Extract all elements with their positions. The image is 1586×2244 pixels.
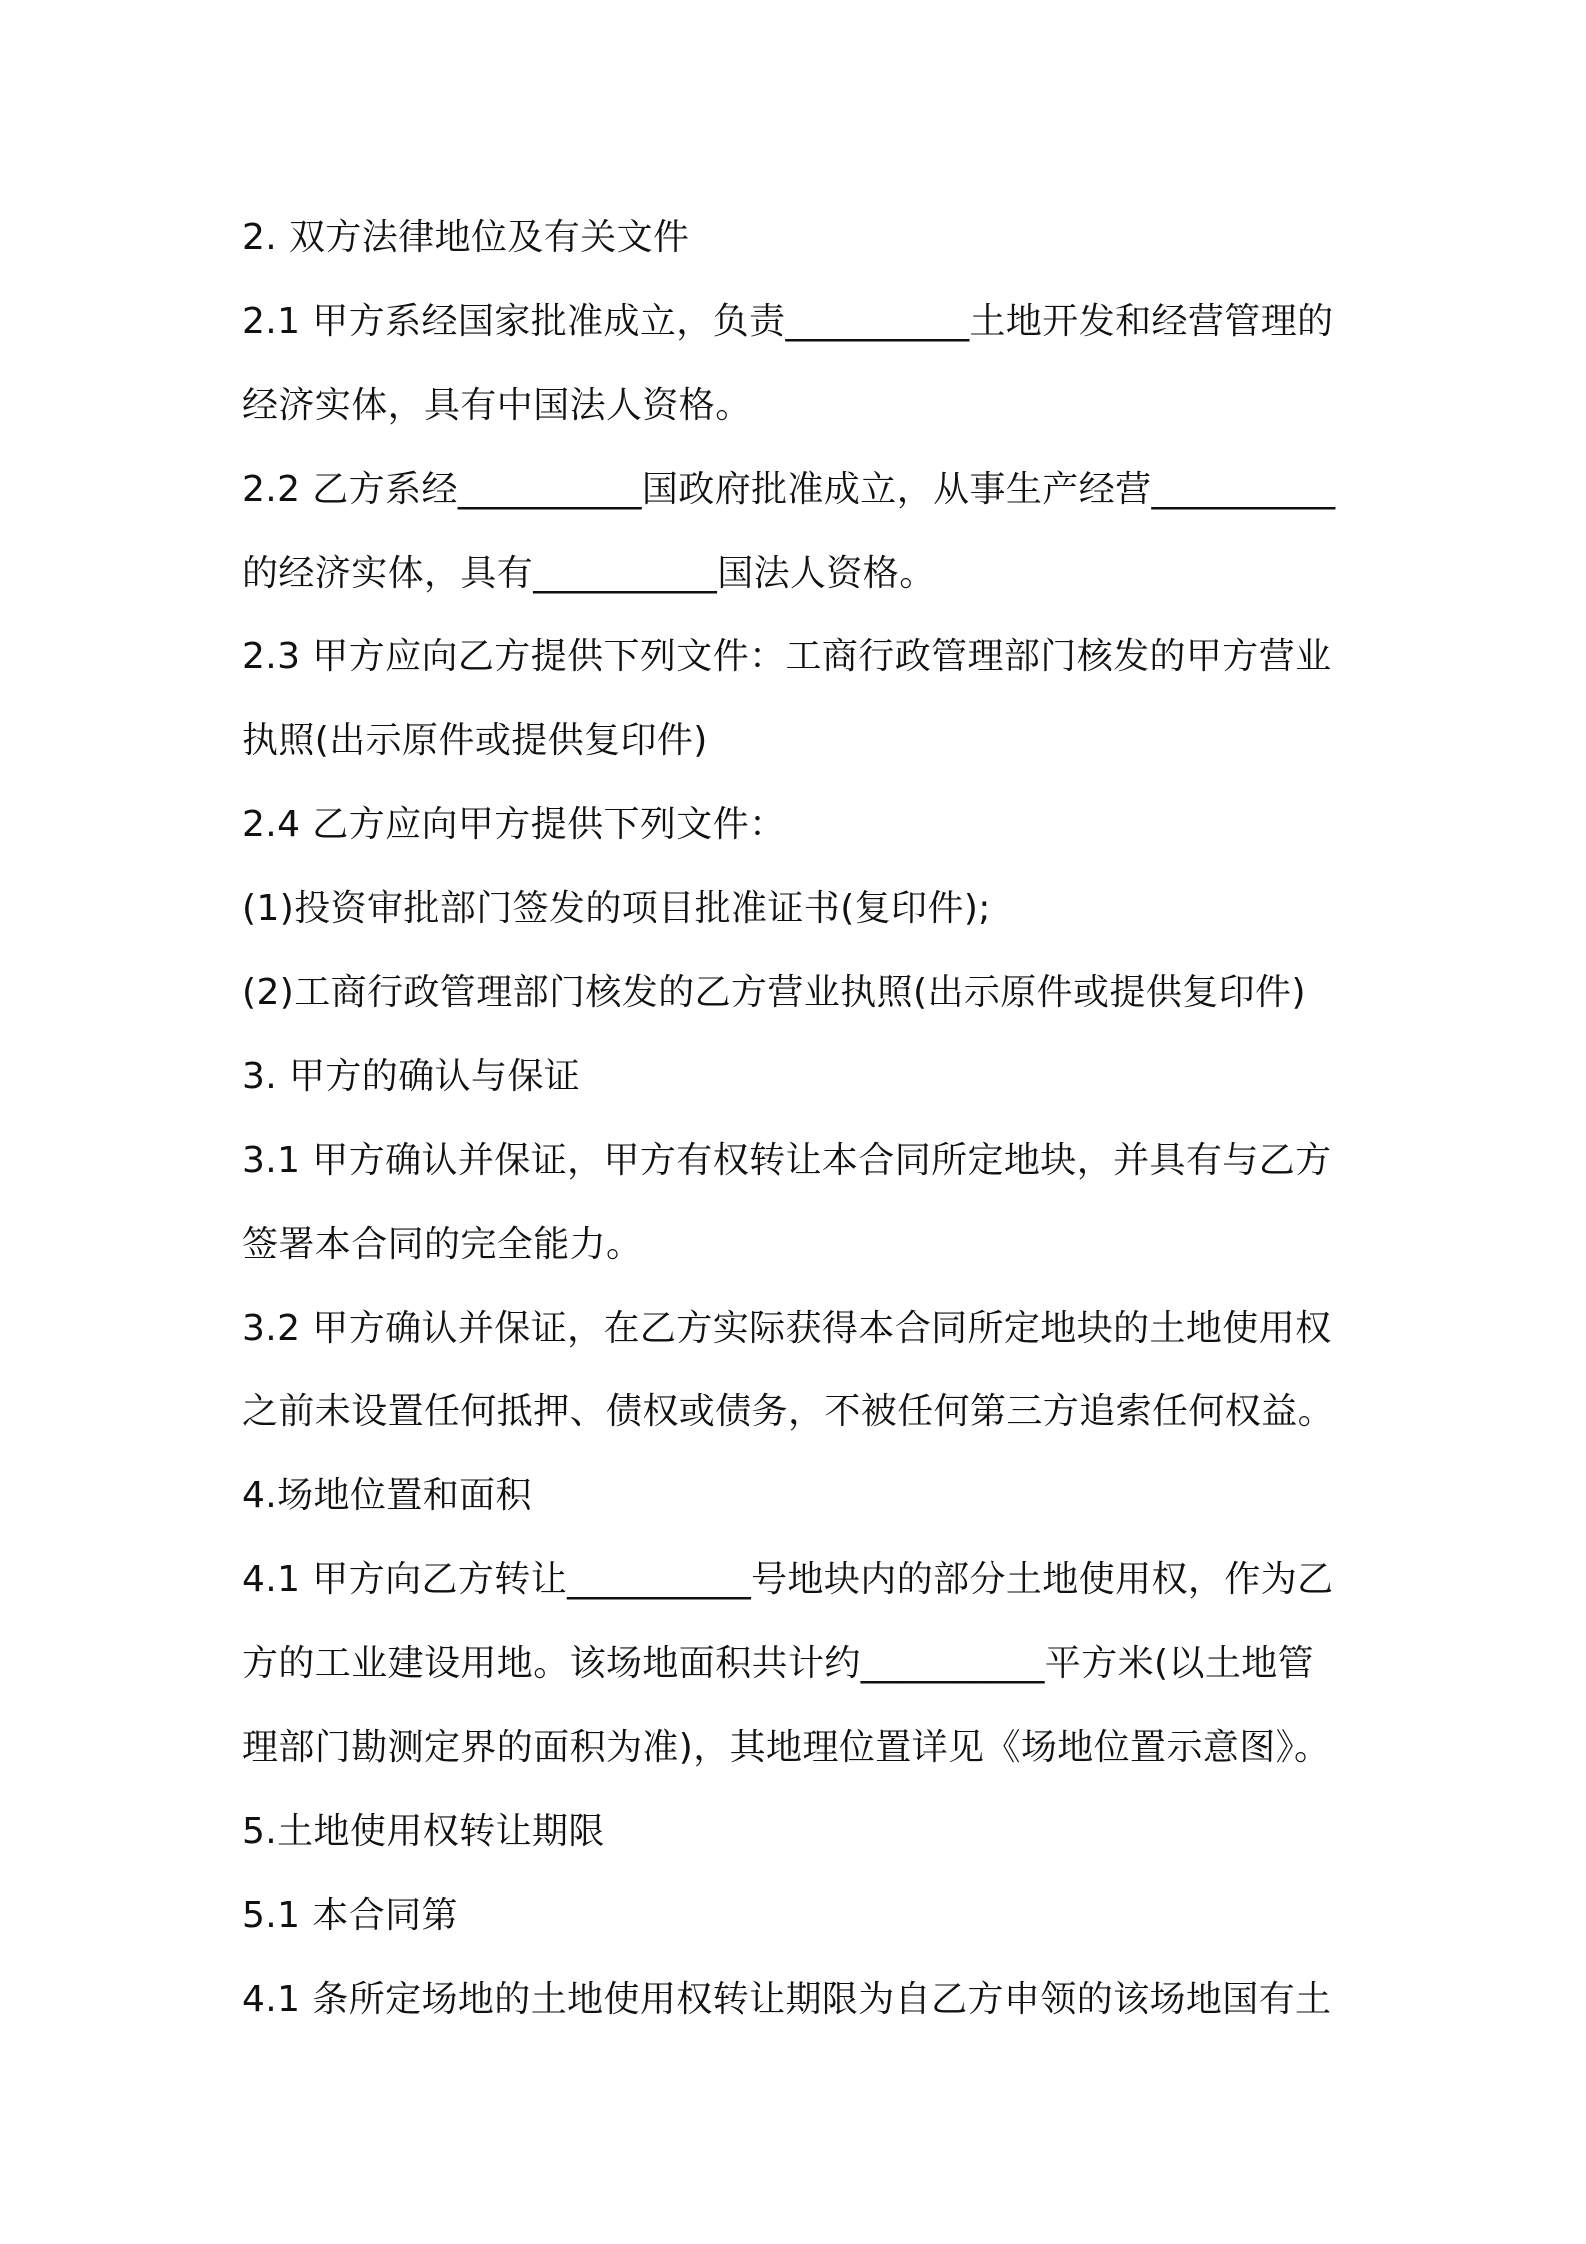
text-line: 之前未设置任何抵押、债权或债务，不被任何第三方追索任何权益。 xyxy=(242,1391,1335,1433)
section-heading-3: 3. 甲方的确认与保证 xyxy=(242,1055,581,1097)
text-line: 4.1 甲方向乙方转让__________号地块内的部分土地使用权，作为乙 xyxy=(242,1559,1334,1601)
text-line: 签署本合同的完全能力。 xyxy=(242,1223,643,1265)
text-line: 2.3 甲方应向乙方提供下列文件：工商行政管理部门核发的甲方营业 xyxy=(242,636,1332,678)
section-heading-5: 5.土地使用权转让期限 xyxy=(242,1810,605,1852)
text-line: 2.4 乙方应向甲方提供下列文件： xyxy=(242,804,786,846)
text-line: 执照(出示原件或提供复印件) xyxy=(242,720,708,762)
text-line: 5.1 本合同第 xyxy=(242,1894,458,1936)
text-line: 的经济实体，具有__________国法人资格。 xyxy=(242,552,936,594)
text-line: 2.2 乙方系经__________国政府批准成立，从事生产经营__________ xyxy=(242,468,1336,510)
text-line: 2.1 甲方系经国家批准成立，负责__________土地开发和经营管理的 xyxy=(242,300,1334,342)
text-line: 方的工业建设用地。该场地面积共计约__________平方米(以土地管 xyxy=(242,1643,1315,1685)
text-line: 理部门勘测定界的面积为准)，其地理位置详见《场地位置示意图》。 xyxy=(242,1727,1331,1769)
document-body xyxy=(242,196,1362,2042)
section-heading-2: 2. 双方法律地位及有关文件 xyxy=(242,217,690,258)
section-heading-4: 4.场地位置和面积 xyxy=(242,1475,532,1517)
text-line: 经济实体，具有中国法人资格。 xyxy=(242,384,752,426)
text-line: 3.2 甲方确认并保证，在乙方实际获得本合同所定地块的土地使用权 xyxy=(242,1307,1332,1349)
text-line: 3.1 甲方确认并保证，甲方有权转让本合同所定地块，并具有与乙方 xyxy=(242,1139,1332,1181)
text-line: 4.1 条所定场地的土地使用权转让期限为自乙方申领的该场地国有土 xyxy=(242,1978,1332,2020)
list-item: (1)投资审批部门签发的项目批准证书(复印件); xyxy=(242,888,991,930)
list-item: (2)工商行政管理部门核发的乙方营业执照(出示原件或提供复印件) xyxy=(242,972,1306,1014)
